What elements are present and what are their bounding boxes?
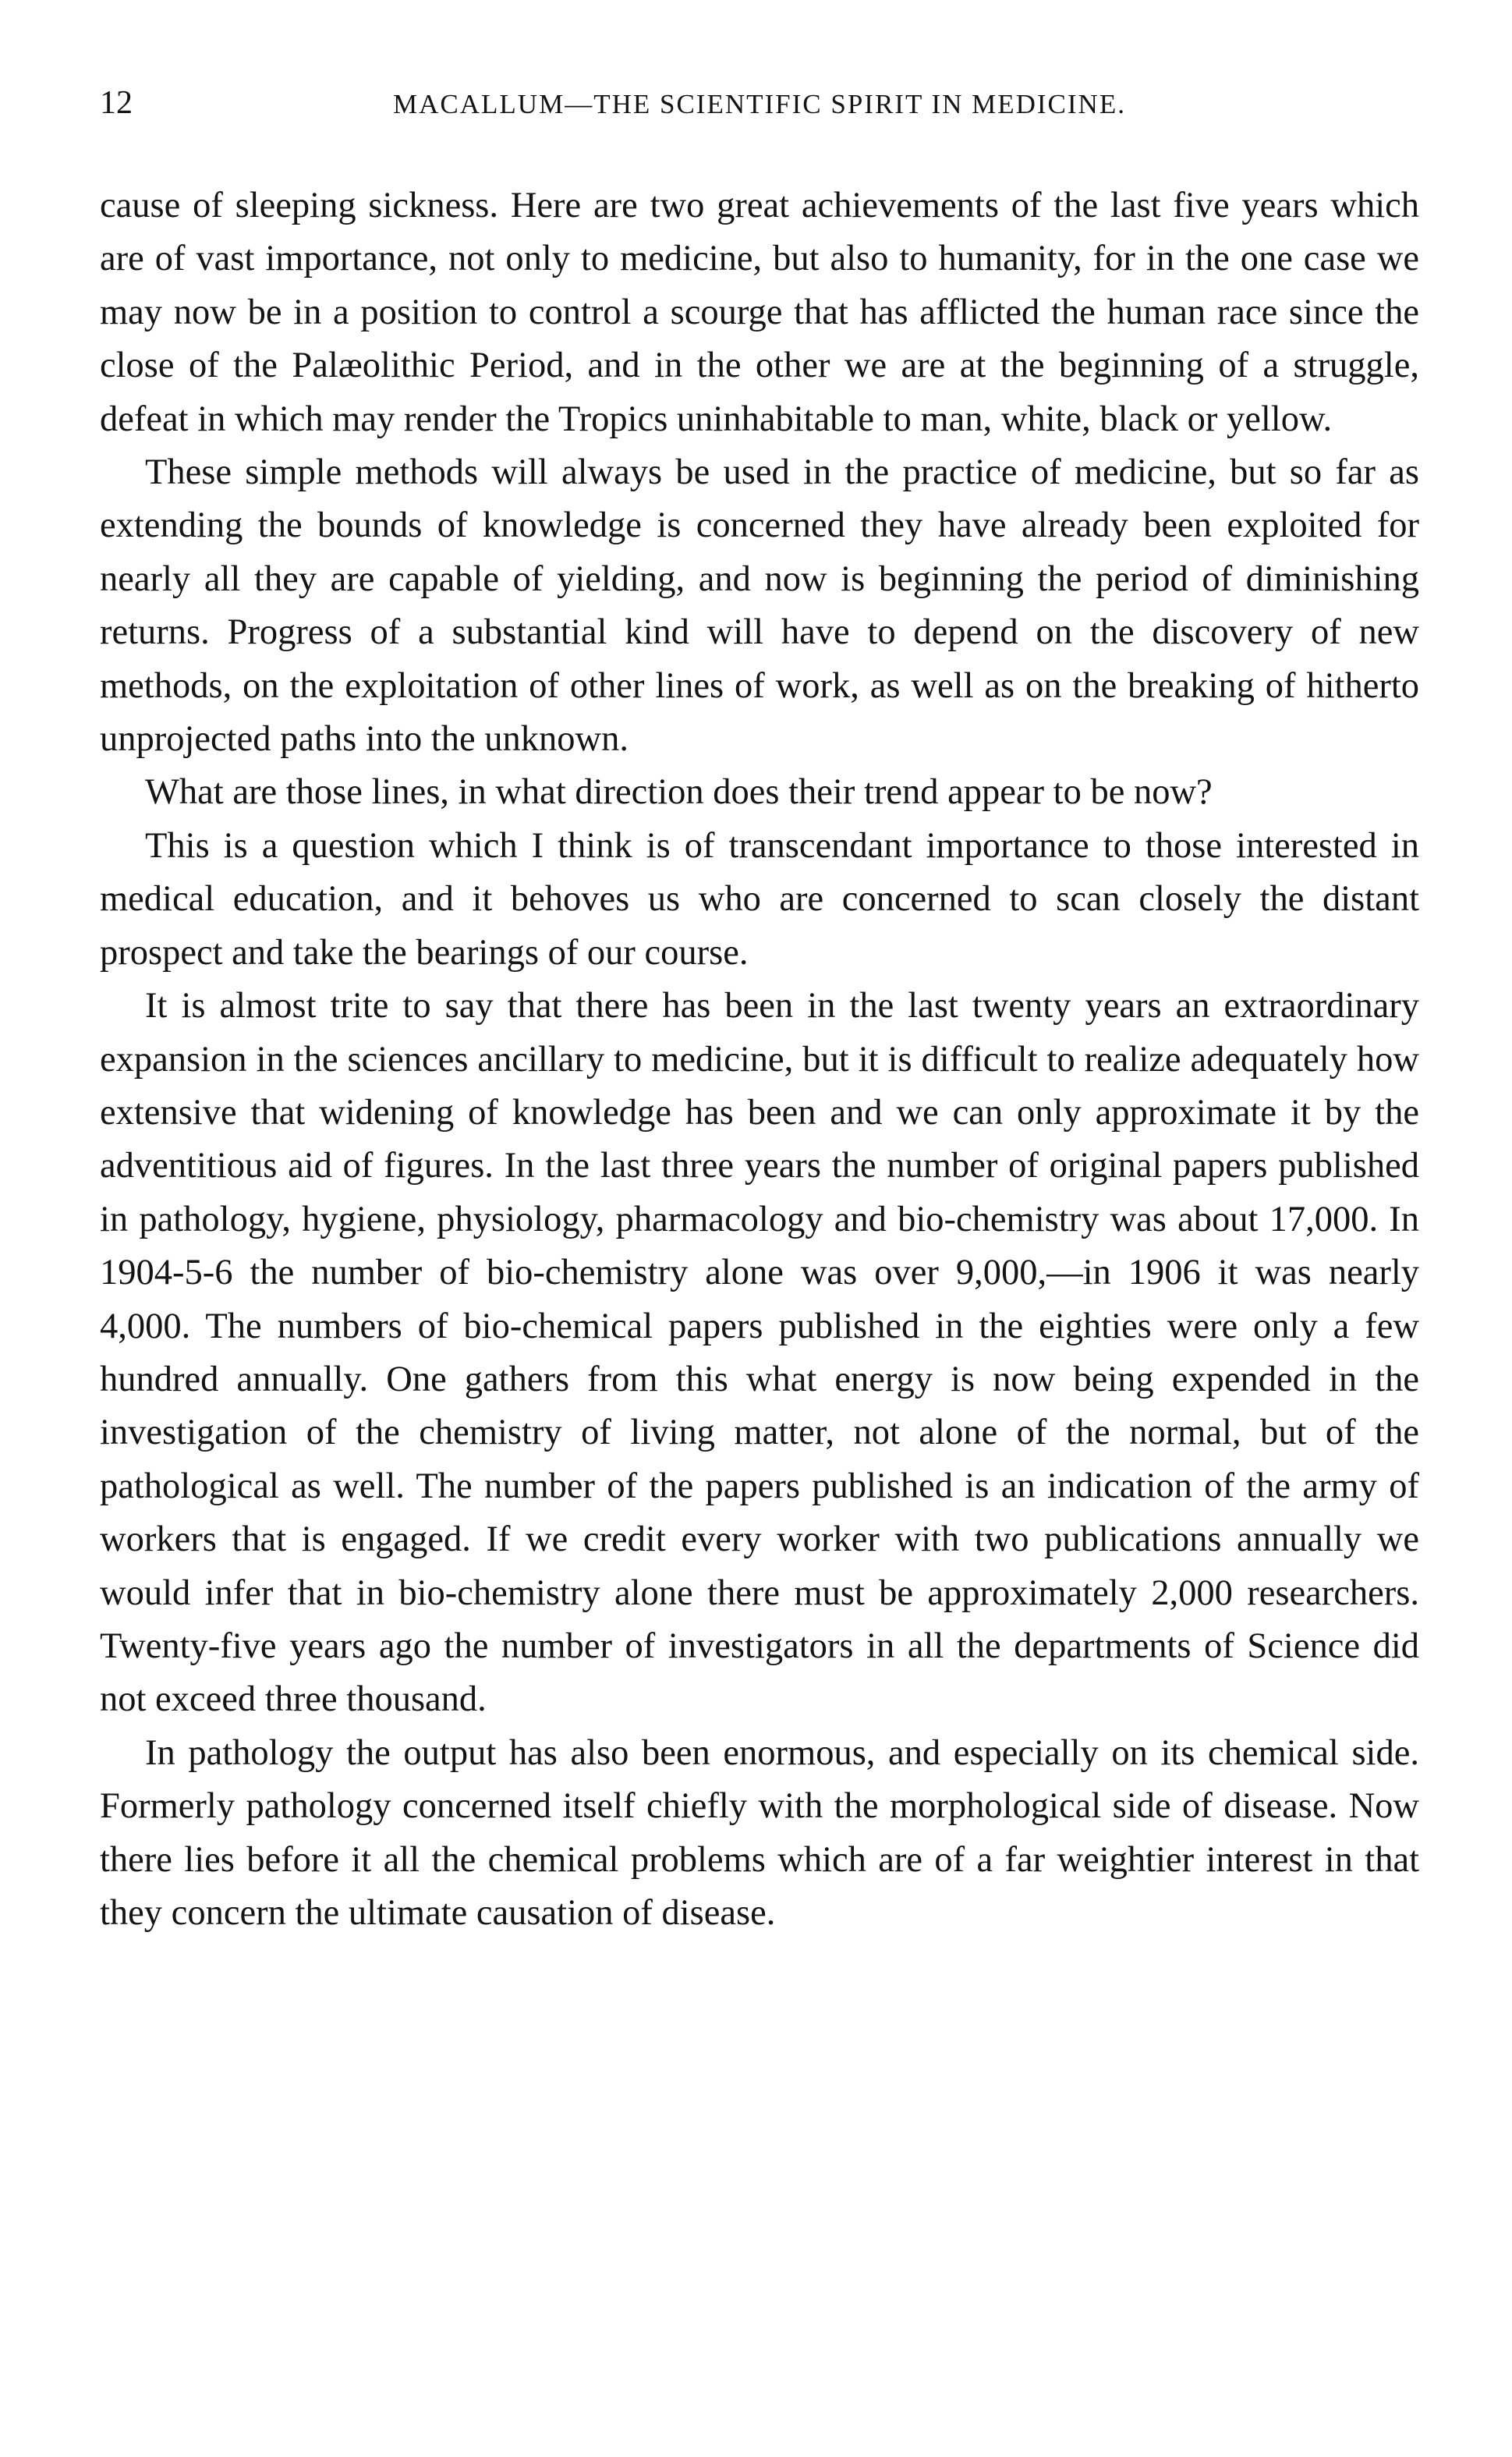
page-number: 12: [100, 85, 133, 121]
paragraph: These simple methods will always be used in the practice of medicine, but so far as extending the bounds of knowledge is concerned they have already been exploited for nearly all they are capable of yielding, and now is beginning the period of diminishing returns. Progress of a substantial kind will have to depend on the discovery of new methods, on the exploitation of other lines of work, as well as on the breaking of hitherto unprojected paths into the unknown.: [100, 452, 1419, 760]
paragraph-continued: cause of sleeping sickness. Here are two great achievements of the last five years which are of vast importance, not only to medicine, but also to humanity, for in the one case we may now be in a position to control a scourge that has afflicted the human race since the close of the Palæolithic Period, and in the other we are at the beginning of a struggle, defeat in which may render the Tropics uninhabitable to man, white, black or yellow.: [100, 186, 1419, 439]
book-page: [100, 84, 1419, 1940]
paragraph: In pathology the output has also been enormous, and especially on its chemical side. Formerly pathology concerned itself chiefly with the morphological side of disease. Now there lies before it all the chemical problems which are of a far weightier interest in that they concern the ultimate causation of disease.: [100, 1732, 1419, 1933]
paragraph: This is a question which I think is of transcendant importance to those interested in medical education, and it behoves us who are concerned to scan closely the distant prospect and take the bearings of our course.: [100, 825, 1419, 973]
paragraph: It is almost trite to say that there has been in the last twenty years an extraordinary expansion in the sciences ancillary to medicine, but it is difficult to realize adequately how extensive that widening of knowledge has been and we can only approximate it by the adventitious aid of figures. In the last three years the number of original papers published in pathology, hygiene, physiology, pharmacology and bio-chemistry was about 17,000. In 1904-5-6 the number of bio-chemistry alone was over 9,000,—in 1906 it was nearly 4,000. The numbers of bio-chemical papers published in the eighties were only a few hundred annually. One gathers from this what energy is now being expended in the investigation of the chemistry of living matter, not alone of the normal, but of the pathological as well. The number of the papers published is an indication of the army of workers that is engaged. If we credit every worker with two publications annually we would infer that in bio-chemistry alone there must be approximately 2,000 researchers. Twenty-five years ago the number of investigators in all the departments of Science did not exceed three thousand.: [100, 986, 1419, 1720]
running-title: MACALLUM—THE SCIENTIFIC SPIRIT IN MEDICINE.: [393, 89, 1126, 119]
body-text: [100, 179, 1419, 1940]
paragraph: What are those lines, in what direction does their trend appear to be now?: [145, 772, 1213, 813]
running-header: [100, 84, 1419, 139]
